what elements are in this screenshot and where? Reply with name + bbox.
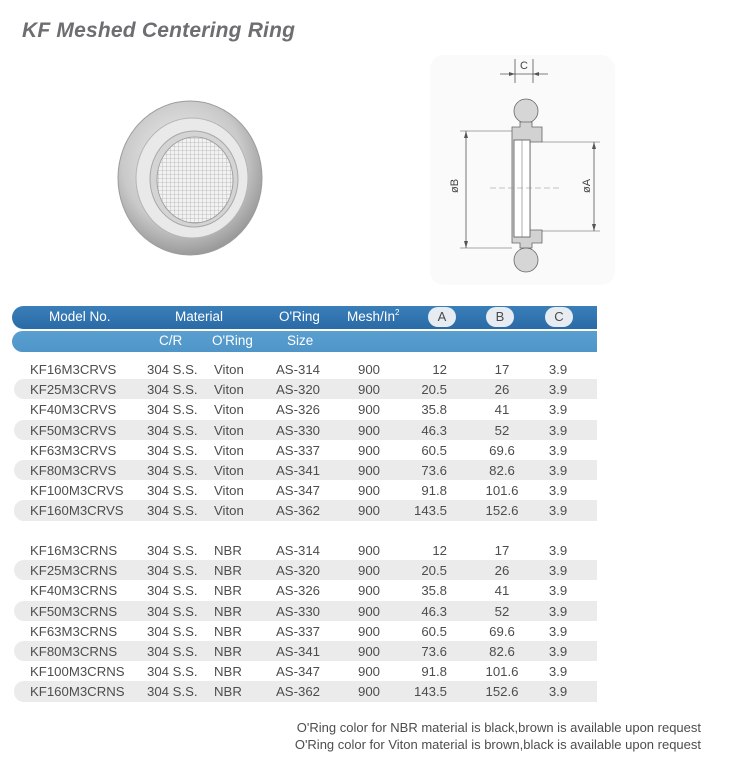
cell-a: 46.3 [421,603,447,619]
cell-mesh: 900 [358,563,381,579]
cell-c: 3.9 [548,563,568,579]
cell-a: 20.5 [421,563,447,579]
svg-text:C: C [520,60,528,72]
cell-cr: 304 S.S. [147,684,198,700]
table-row [14,440,597,460]
cell-a: 46.3 [421,422,447,438]
cell-c: 3.9 [548,382,568,398]
table-header-secondary [12,331,597,352]
cell-cr: 304 S.S. [147,462,198,478]
cell-cr: 304 S.S. [147,483,198,499]
cell-a: 143.5 [413,684,447,700]
cell-size: AS-314 [276,543,320,558]
table-row [14,621,597,641]
cell-model: KF63M3CRNS [30,623,118,639]
table-row [14,460,597,480]
cell-b: 41 [494,583,510,599]
cell-b: 52 [494,422,510,438]
cell-cr: 304 S.S. [147,382,198,398]
cell-cr: 304 S.S. [147,543,198,558]
notes [295,719,701,753]
table-row [14,399,597,419]
cell-model: KF50M3CRVS [30,422,117,438]
cell-size: AS-326 [276,583,320,599]
cell-model: KF40M3CRNS [30,583,118,599]
header-mesh-superscript: 2 [395,308,400,317]
cell-c: 3.9 [548,643,568,659]
product-photo [110,98,270,258]
cell-c: 3.9 [548,583,568,599]
cell-mesh: 900 [358,382,381,398]
cell-c: 3.9 [548,603,568,619]
header-mesh-label: Mesh/In [347,309,396,324]
table-row [14,500,597,520]
cell-model: KF160M3CRVS [30,503,124,519]
cell-b: 52 [494,603,510,619]
cell-b: 41 [494,402,510,418]
cell-b: 17 [494,362,510,377]
cell-mesh: 900 [358,462,381,478]
table-row [14,359,597,379]
header-size: Size [287,333,314,348]
header-cr: C/R [159,333,183,348]
cell-size: AS-337 [276,623,320,639]
cell-b: 152.6 [485,503,519,519]
cell-mesh: 900 [358,664,381,680]
cell-model: KF100M3CRVS [30,483,124,499]
cell-oring: Viton [214,442,244,458]
cell-c: 3.9 [548,422,568,438]
cell-oring: NBR [214,563,242,579]
cell-model: KF50M3CRNS [30,603,118,619]
cell-b: 17 [494,543,510,558]
cell-cr: 304 S.S. [147,402,198,418]
cell-b: 69.6 [489,623,515,639]
cell-mesh: 900 [358,543,381,558]
cell-cr: 304 S.S. [147,643,198,659]
cell-b: 26 [494,382,510,398]
cell-c: 3.9 [548,362,568,377]
cell-model: KF63M3CRVS [30,442,117,458]
cell-model: KF25M3CRVS [30,382,117,398]
svg-text:øA: øA [581,178,593,193]
cell-size: AS-341 [276,462,320,478]
table-row [14,379,597,399]
cell-a: 60.5 [421,442,447,458]
cell-b: 82.6 [489,643,515,659]
cell-oring: NBR [214,623,242,639]
centering-ring-image-icon [110,98,270,258]
table-row [14,681,597,701]
cell-oring: Viton [214,422,244,438]
page-title: KF Meshed Centering Ring [22,19,296,42]
header-oring-material: O'Ring [212,333,253,348]
cell-oring: NBR [214,583,242,599]
cell-a: 60.5 [421,623,447,639]
table-row [14,580,597,600]
cell-mesh: 900 [358,503,381,519]
header-c-badge: C [545,307,573,327]
cell-cr: 304 S.S. [147,664,198,680]
cell-b: 26 [494,563,510,579]
cell-mesh: 900 [358,483,381,499]
cell-mesh: 900 [358,362,381,377]
cell-b: 101.6 [485,664,519,680]
table-row [14,540,597,560]
cell-c: 3.9 [548,483,568,499]
cell-b: 101.6 [485,483,519,499]
cell-c: 3.9 [548,462,568,478]
cell-mesh: 900 [358,684,381,700]
cell-oring: NBR [214,543,242,558]
cell-size: AS-362 [276,503,320,519]
table-row [14,420,597,440]
header-b-badge: B [486,307,514,327]
cell-model: KF160M3CRNS [30,684,125,700]
note-viton: O'Ring color for Viton material is brown,black is available upon request [294,737,701,752]
cell-model: KF40M3CRVS [30,402,117,418]
cell-c: 3.9 [548,623,568,639]
cell-oring: NBR [214,664,242,680]
cell-b: 152.6 [485,684,519,700]
cell-mesh: 900 [358,603,381,619]
cell-oring: Viton [214,462,244,478]
cell-mesh: 900 [358,643,381,659]
cell-cr: 304 S.S. [147,503,198,519]
cell-model: KF80M3CRVS [30,462,117,478]
cell-oring: Viton [214,483,244,499]
header-a-badge: A [428,307,456,327]
cell-a: 35.8 [421,402,447,418]
cell-oring: Viton [214,503,244,519]
header-material: Material [175,309,224,324]
cell-a: 20.5 [421,382,447,398]
svg-text:øB: øB [449,178,461,193]
cell-size: AS-347 [276,664,320,680]
table-row [14,560,597,580]
cell-b: 69.6 [489,442,515,458]
cell-mesh: 900 [358,422,381,438]
nbr-table-group [14,540,597,702]
cell-c: 3.9 [548,684,568,700]
cell-size: AS-326 [276,402,320,418]
cell-c: 3.9 [548,442,568,458]
cell-model: KF16M3CRNS [30,543,118,558]
cell-a: 73.6 [421,643,447,659]
table-row [14,601,597,621]
cell-a: 35.8 [421,583,447,599]
viton-table-group [14,359,597,521]
cell-size: AS-347 [276,483,320,499]
cell-size: AS-320 [276,382,320,398]
cell-a: 91.8 [421,664,447,680]
cell-cr: 304 S.S. [147,442,198,458]
header-mesh [347,309,399,324]
cell-b: 82.6 [489,462,515,478]
cell-cr: 304 S.S. [147,563,198,579]
technical-drawing [430,55,615,285]
cell-size: AS-330 [276,603,320,619]
cell-a: 143.5 [413,503,447,519]
cell-model: KF100M3CRNS [30,664,125,680]
cell-oring: NBR [214,603,242,619]
cell-c: 3.9 [548,664,568,680]
table-row [14,641,597,661]
cell-oring: Viton [214,362,244,377]
cell-mesh: 900 [358,442,381,458]
cell-oring: NBR [214,684,242,700]
table-row [14,480,597,500]
cell-a: 73.6 [421,462,447,478]
cell-cr: 304 S.S. [147,623,198,639]
cell-model: KF25M3CRNS [30,563,118,579]
cell-mesh: 900 [358,583,381,599]
cell-size: AS-320 [276,563,320,579]
cell-oring: Viton [214,382,244,398]
table-header-primary [12,306,597,329]
cell-mesh: 900 [358,623,381,639]
cell-size: AS-341 [276,643,320,659]
cell-c: 3.9 [548,503,568,519]
cell-model: KF80M3CRNS [30,643,118,659]
cell-oring: NBR [214,643,242,659]
cell-size: AS-330 [276,422,320,438]
cell-cr: 304 S.S. [147,422,198,438]
note-nbr: O'Ring color for NBR material is black,brown is available upon request [296,720,701,735]
cell-a: 91.8 [421,483,447,499]
cell-a: 12 [432,362,447,377]
cell-size: AS-337 [276,442,320,458]
header-model-no: Model No. [49,309,111,324]
cell-c: 3.9 [548,402,568,418]
header-oring: O'Ring [279,309,320,324]
cell-oring: Viton [214,402,244,418]
cell-a: 12 [432,543,447,558]
cell-cr: 304 S.S. [147,603,198,619]
table-row [14,661,597,681]
cell-c: 3.9 [548,543,568,558]
cell-mesh: 900 [358,402,381,418]
cell-cr: 304 S.S. [147,583,198,599]
cell-size: AS-362 [276,684,320,700]
cell-size: AS-314 [276,362,320,377]
cell-model: KF16M3CRVS [30,362,117,377]
cell-cr: 304 S.S. [147,362,198,377]
